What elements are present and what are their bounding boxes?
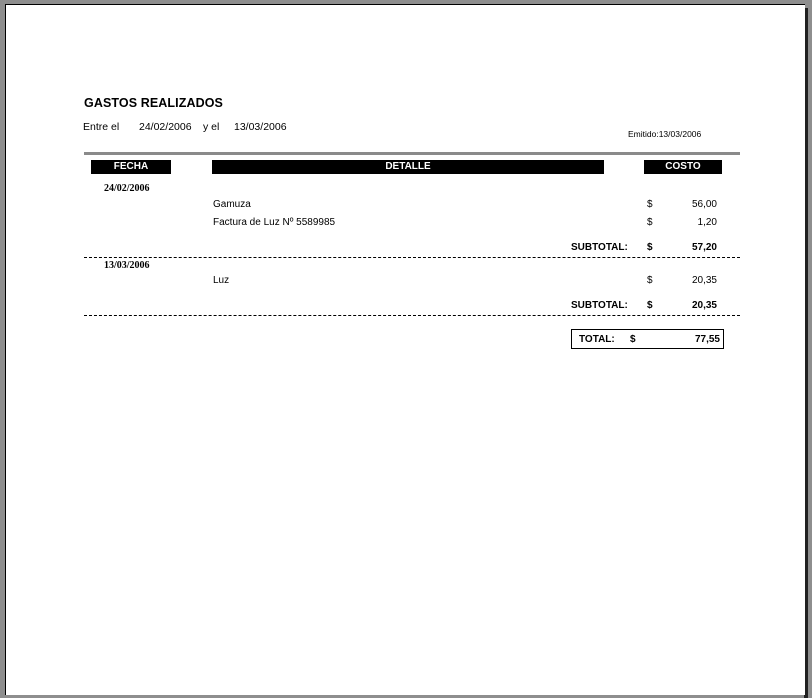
item-amount: 56,00 — [691, 199, 717, 210]
range-from-label: Entre el — [83, 121, 120, 133]
item-currency: $ — [647, 275, 653, 286]
subtotal-amount: 57,20 — [691, 242, 717, 253]
item-detail: Gamuza — [213, 199, 251, 210]
range-from-date: 24/02/2006 — [139, 121, 192, 133]
total-currency: $ — [630, 334, 636, 345]
column-header-costo: COSTO — [644, 160, 722, 174]
column-header-detalle: DETALLE — [212, 160, 604, 174]
item-detail: Luz — [213, 275, 230, 286]
subtotal-amount: 20,35 — [691, 300, 717, 311]
subtotal-label: SUBTOTAL: — [571, 300, 628, 311]
column-header-fecha: FECHA — [91, 160, 171, 174]
group-date: 24/02/2006 — [104, 183, 150, 194]
group-separator — [84, 257, 740, 258]
group-date: 13/03/2006 — [104, 260, 150, 271]
report-page — [5, 4, 805, 695]
item-amount: 20,35 — [691, 275, 717, 286]
subtotal-currency: $ — [647, 242, 653, 253]
range-to-label: y el — [203, 121, 220, 133]
item-currency: $ — [647, 217, 653, 228]
header-rule — [84, 152, 740, 155]
total-label: TOTAL: — [579, 334, 615, 345]
item-amount: 1,20 — [697, 217, 717, 228]
issued-date: Emitido:13/03/2006 — [628, 129, 702, 139]
subtotal-label: SUBTOTAL: — [571, 242, 628, 253]
report-title: GASTOS REALIZADOS — [84, 96, 223, 110]
subtotal-currency: $ — [647, 300, 653, 311]
item-currency: $ — [647, 199, 653, 210]
group-separator — [84, 315, 740, 316]
item-detail: Factura de Luz Nº 5589985 — [213, 217, 336, 228]
total-amount: 77,55 — [694, 334, 720, 345]
range-to-date: 13/03/2006 — [234, 121, 287, 133]
